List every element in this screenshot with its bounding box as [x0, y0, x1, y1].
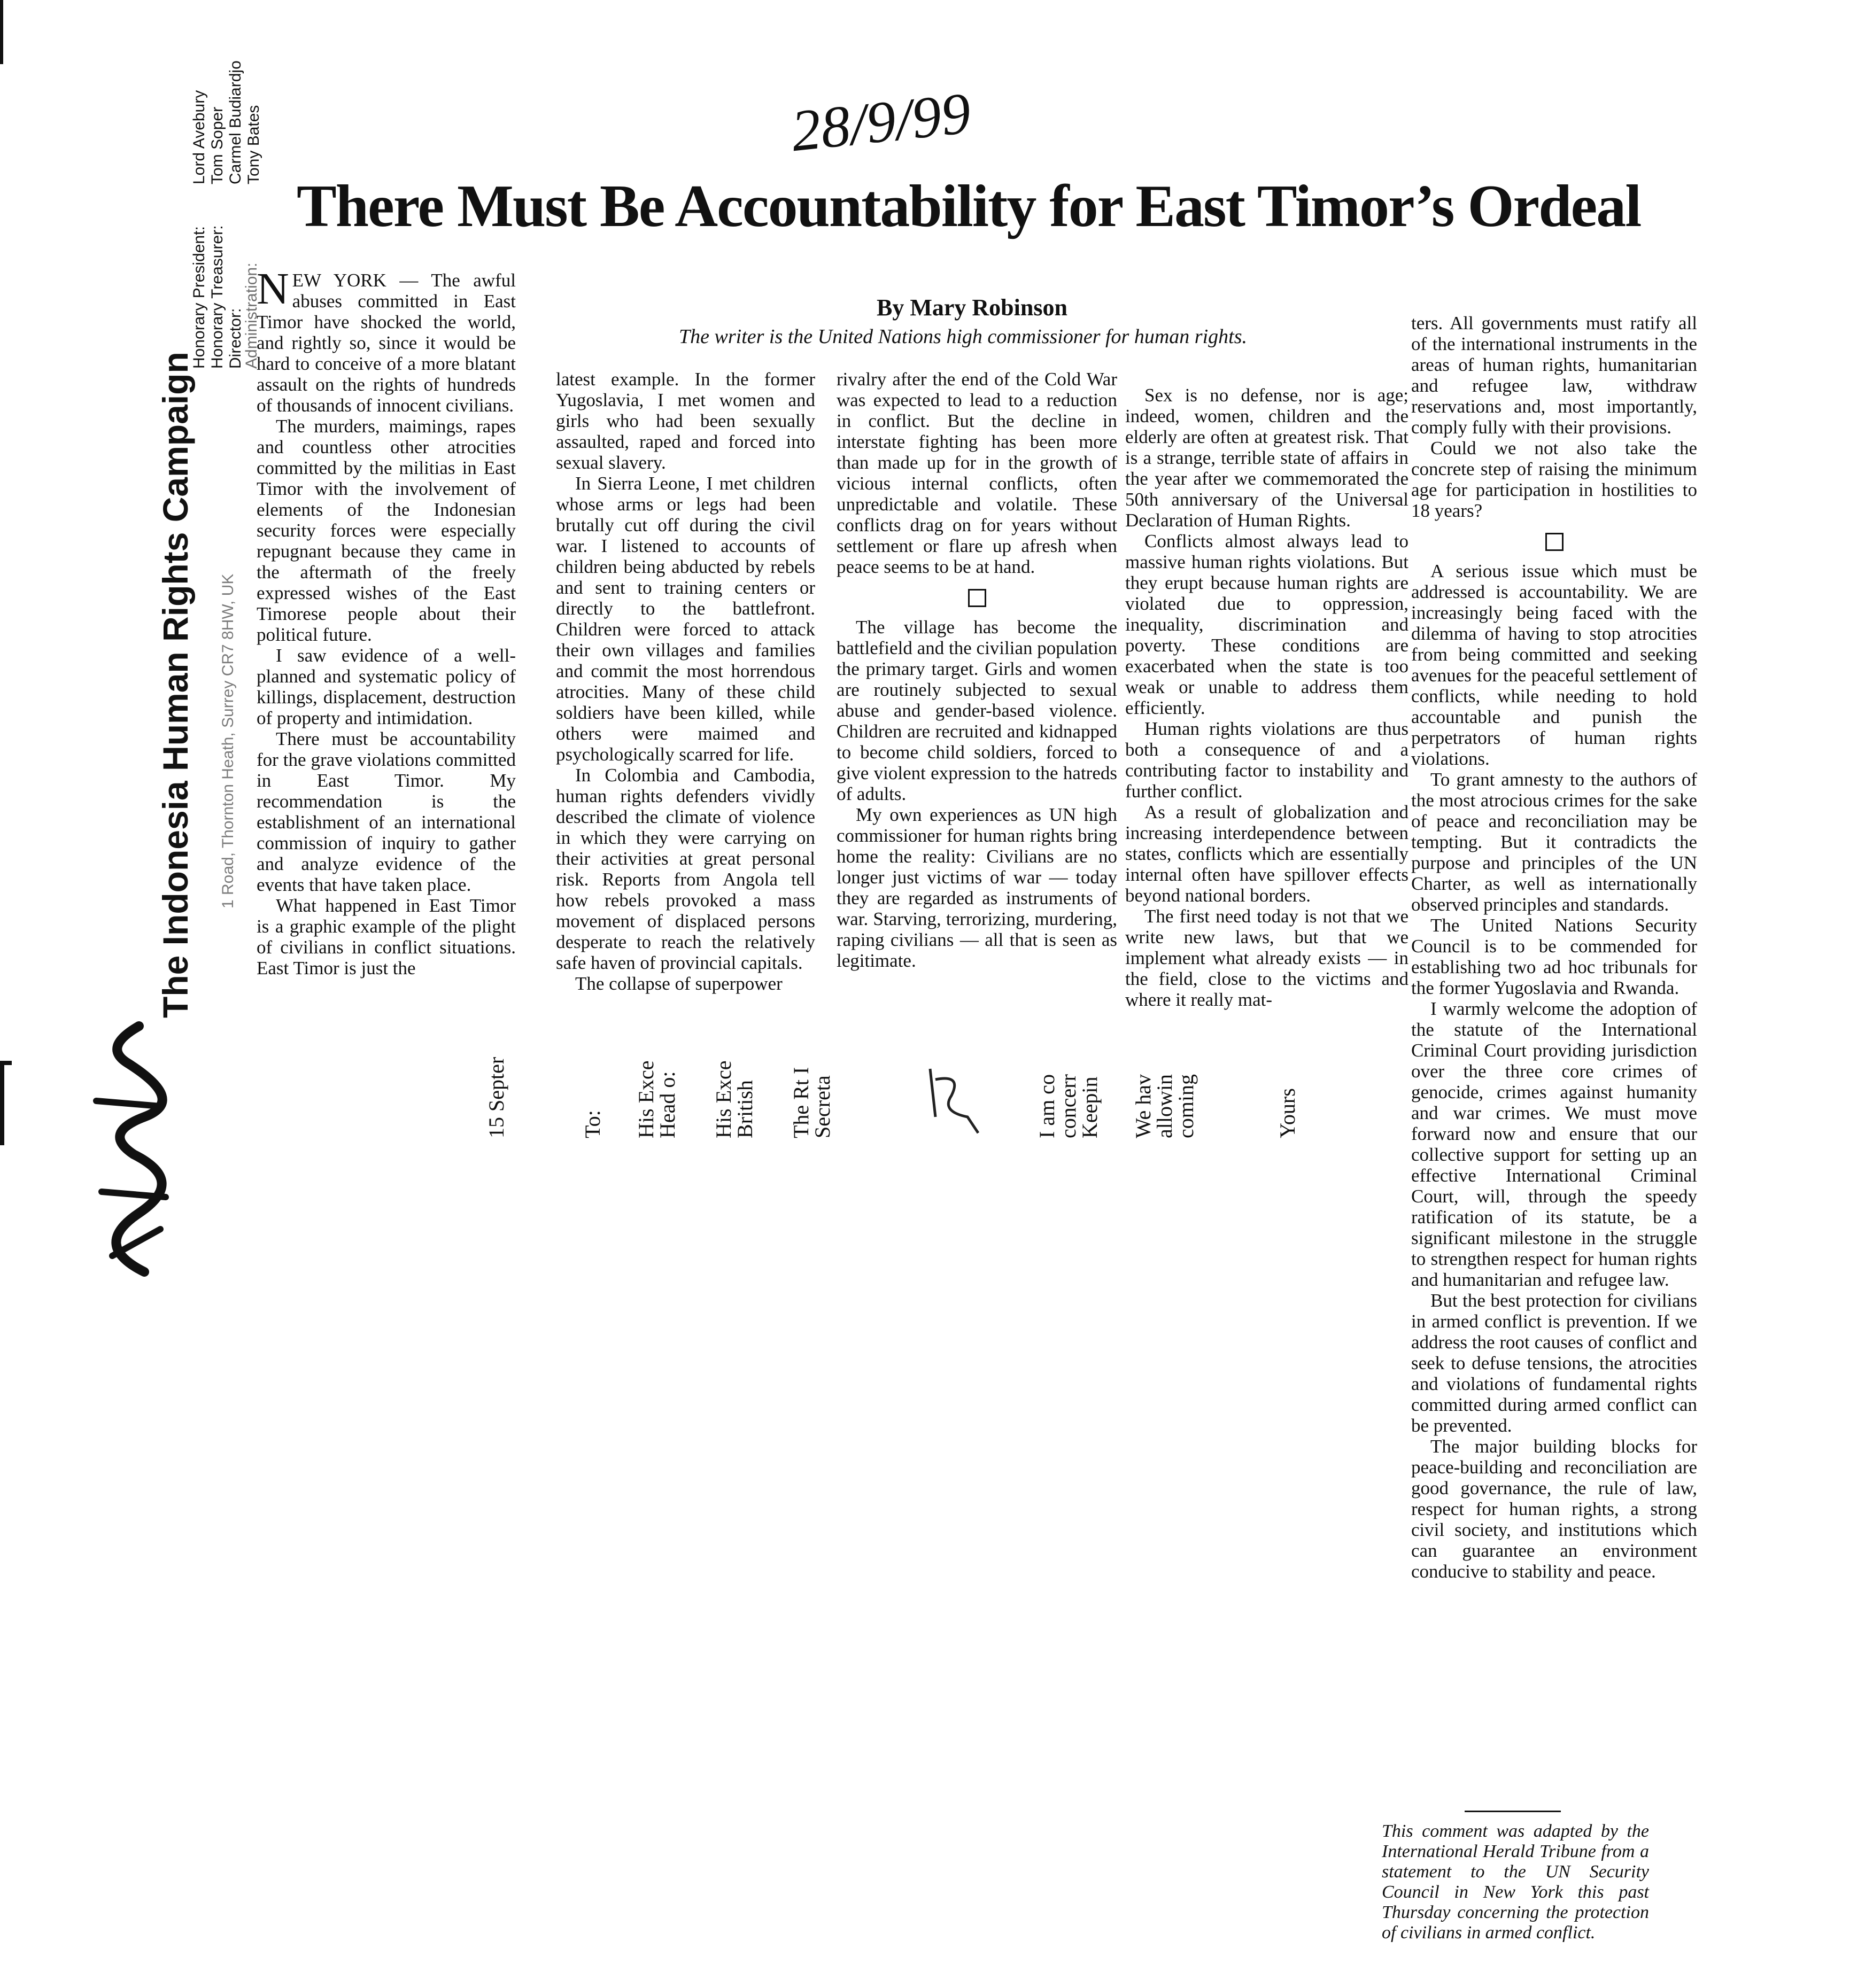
- letter-fragment: To:: [581, 1110, 605, 1138]
- page-bracket-mark: [0, 1061, 12, 1145]
- letter-fragment: We hav: [1131, 1074, 1155, 1138]
- paragraph: The murders, maimings, rapes and countless other atrocities committed by the militias in East Timor with the involvement of elements of the Indonesian security forces were especially repugnant because they came in the aftermath of the freely expressed wishes of the East Timorese people about their political future.: [257, 416, 516, 645]
- letter-fragment: 15 Septer: [484, 1057, 508, 1138]
- letter-fragment: The Rt I: [789, 1067, 813, 1138]
- officer-role-2: Honorary Treasurer:: [208, 225, 226, 369]
- letter-fragment: coming: [1174, 1074, 1198, 1138]
- paragraph: In Colombia and Cambodia, human rights defenders vividly described the climate of violence in which they were carrying on their activities at great personal risk. Reports from Angola tell how rebels provoked a mass movement of displaced persons desperate to reach the relatively safe haven of provincial capitals.: [556, 765, 815, 973]
- letter-fragment: His Exce: [634, 1060, 658, 1138]
- article-source-note: This comment was adapted by the International Herald Tribune from a statement to the UN Security Council in New York this past Thursday concerning the protection of civilians in armed conflict.: [1382, 1821, 1649, 1943]
- letter-fragment: I am co: [1035, 1074, 1059, 1138]
- paragraph: In Sierra Leone, I met children whose arms or legs had been brutally cut off during the civil war. I listened to accounts of children being abducted by rebels and sent to training centers or directly to the battlefront. Children were forced to attack their own villages and families and commit the most horrendous atrocities. Many of these child soldiers have been killed, while others were maimed and psychologically scarred for life.: [556, 473, 815, 765]
- paragraph: rivalry after the end of the Cold War was expected to lead to a reduction in conflict. But the decline in interstate fighting has been more than made up for in the growth of vicious internal conflicts, often unpredictable and volatile. These conflicts drag on for years without settlement or flare up afresh when peace seems to be at hand.: [837, 369, 1117, 577]
- section-break-box: [1545, 533, 1564, 551]
- letter-fragment: Keepin: [1078, 1076, 1102, 1138]
- article-column-5: [1411, 313, 1697, 1582]
- officer-role-3: Director:: [227, 308, 244, 369]
- officer-name-2: Tom Soper: [208, 106, 226, 184]
- handwritten-date: 28/9/99: [788, 80, 974, 164]
- paragraph: There must be accountability for the grave violations committed in East Timor. My recommendation is the establishment of an international commission of inquiry to gather and analyze evidence of the events that have taken place.: [257, 728, 516, 895]
- address-fragment: 1 Road, Thornton Heath, Surrey CR7 8HW, UK: [219, 573, 237, 908]
- paragraph: The village has become the battlefield and the civilian population the primary target. Girls and women are routinely subjected to sexual abuse and gender-based violence. Children are recruited and kidnapped to become child soldiers, forced to give violent expression to the hatreds of adults.: [837, 617, 1117, 804]
- officer-name-1: Lord Avebury: [190, 90, 208, 184]
- paragraph: Could we not also take the concrete step of raising the minimum age for participation in hostilities to 18 years?: [1411, 438, 1697, 521]
- letter-fragment: His Exce: [711, 1060, 736, 1138]
- paragraph: latest example. In the former Yugoslavia, I met women and girls who had been sexually assaulted, raped and forced into sexual slavery.: [556, 369, 815, 473]
- paragraph: A serious issue which must be addressed is accountability. We are increasingly being faced with the dilemma of having to stop atrocities from being committed and seeking avenues for the peaceful settlement of conflicts, while needing to hold accountable and punish the perpetrators of human rights violations.: [1411, 561, 1697, 769]
- signature-mark: [919, 1058, 984, 1138]
- article-column-4: [1125, 385, 1408, 1010]
- campaign-name: The Indonesia Human Rights Campaign: [156, 352, 195, 1018]
- tapol-logo-mark: [80, 1021, 176, 1277]
- officer-name-3: Carmel Budiardjo: [227, 60, 244, 184]
- paragraph: What happened in East Timor is a graphic example of the plight of civilians in conflict situations. East Timor is just the: [257, 895, 516, 979]
- note-divider-rule: [1465, 1811, 1561, 1812]
- drop-cap: N: [257, 264, 289, 314]
- paragraph: The major building blocks for peace-building and reconciliation are good governance, the rule of law, respect for human rights, a strong civil society, and institutions which can guarantee an environment conducive to stability and peace.: [1411, 1436, 1697, 1582]
- paragraph: [257, 264, 516, 416]
- officer-role-1: Honorary President:: [190, 226, 208, 369]
- article-column-1: [257, 264, 516, 979]
- letter-fragment: Secreta: [810, 1075, 834, 1138]
- letter-fragment: Yours: [1275, 1088, 1299, 1138]
- article-headline: There Must Be Accountability for East Timor’s Ordeal: [297, 173, 1641, 239]
- tapol-logo: [80, 1021, 201, 1277]
- paragraph: ters. All governments must ratify all of the international instruments in the areas of human rights, humanitarian and refugee law, withdraw reservations and, most importantly, comply fully with their provisions.: [1411, 313, 1697, 438]
- letter-fragment: Head o:: [655, 1071, 679, 1138]
- page-edge-mark: [0, 0, 3, 64]
- paragraph: The United Nations Security Council is to be commended for establishing two ad hoc tribunals for the former Yugoslavia and Rwanda.: [1411, 915, 1697, 998]
- paragraph: As a result of globalization and increasing interdependence between states, conflicts which are essentially internal often have spillover effects beyond national borders.: [1125, 802, 1408, 906]
- article-dek: The writer is the United Nations high commissioner for human rights.: [679, 325, 1247, 348]
- paragraph: Conflicts almost always lead to massive human rights violations. But they erupt because human rights are violated due to oppression, inequality, discrimination and poverty. These conditions are exacerbated when the state is too weak or unable to address them efficiently.: [1125, 531, 1408, 718]
- paragraph: The collapse of superpower: [575, 973, 783, 994]
- paragraph: I warmly welcome the adoption of the statute of the International Criminal Court providing jurisdiction over the three core crimes of genocide, crimes against humanity and war crimes. We must move forward now and ensure that our collective support for setting up an effective International Criminal Court, will, through the speedy ratification of its statute, be a significant milestone in the struggle to strengthen respect for human rights and humanitarian and refugee law.: [1411, 998, 1697, 1290]
- paragraph: The first need today is not that we write new laws, but that we implement what already exists — in the field, close to the victims and where it really mat-: [1125, 906, 1408, 1010]
- officer-role-4: Administration:: [243, 262, 260, 369]
- letter-fragment: allowin: [1152, 1074, 1177, 1138]
- signature-scribble: [919, 1058, 984, 1138]
- paragraph: I saw evidence of a well-planned and systematic policy of killings, displacement, destruction of property and intimidation.: [257, 645, 516, 728]
- paragraph: To grant amnesty to the authors of the most atrocious crimes for the sake of peace and reconciliation may be tempting. But it contradicts the purpose and principles of the UN Charter, as well as internationally observed principles and standards.: [1411, 769, 1697, 915]
- paragraph: My own experiences as UN high commissioner for human rights bring home the reality: Civilians are no longer just victims of war — today they are regarded as instruments of war. Starving, terrorizing, murdering, raping civilians — all that is seen as legitimate.: [837, 804, 1117, 971]
- officer-name-4: Tony Bates: [245, 105, 262, 184]
- article-byline: By Mary Robinson: [877, 294, 1067, 321]
- article-column-2: [556, 369, 815, 994]
- paragraph: Sex is no defense, nor is age; indeed, women, children and the elderly are often at greatest risk. That is a strange, terrible state of affairs in the year after we commemorated the 50th anniversary of the Universal Declaration of Human Rights.: [1125, 385, 1408, 531]
- paragraph: Human rights violations are thus both a consequence of and a contributing factor to instability and further conflict.: [1125, 718, 1408, 802]
- letter-fragment: British: [733, 1080, 757, 1138]
- section-break-box: [968, 589, 986, 607]
- paragraph-text: EW YORK — The awful abuses committed in East Timor have shocked the world, and rightly so, since it would be hard to conceive of a more blatant assault on the rights of hundreds of thousands of innocent civilians.: [257, 270, 516, 416]
- paragraph: But the best protection for civilians in armed conflict is prevention. If we address the root causes of conflict and seek to defuse tensions, the atrocities and violations of fundamental rights committed during armed conflict can be prevented.: [1411, 1290, 1697, 1436]
- letter-fragment: concerr: [1056, 1074, 1080, 1138]
- article-column-3: [837, 369, 1117, 971]
